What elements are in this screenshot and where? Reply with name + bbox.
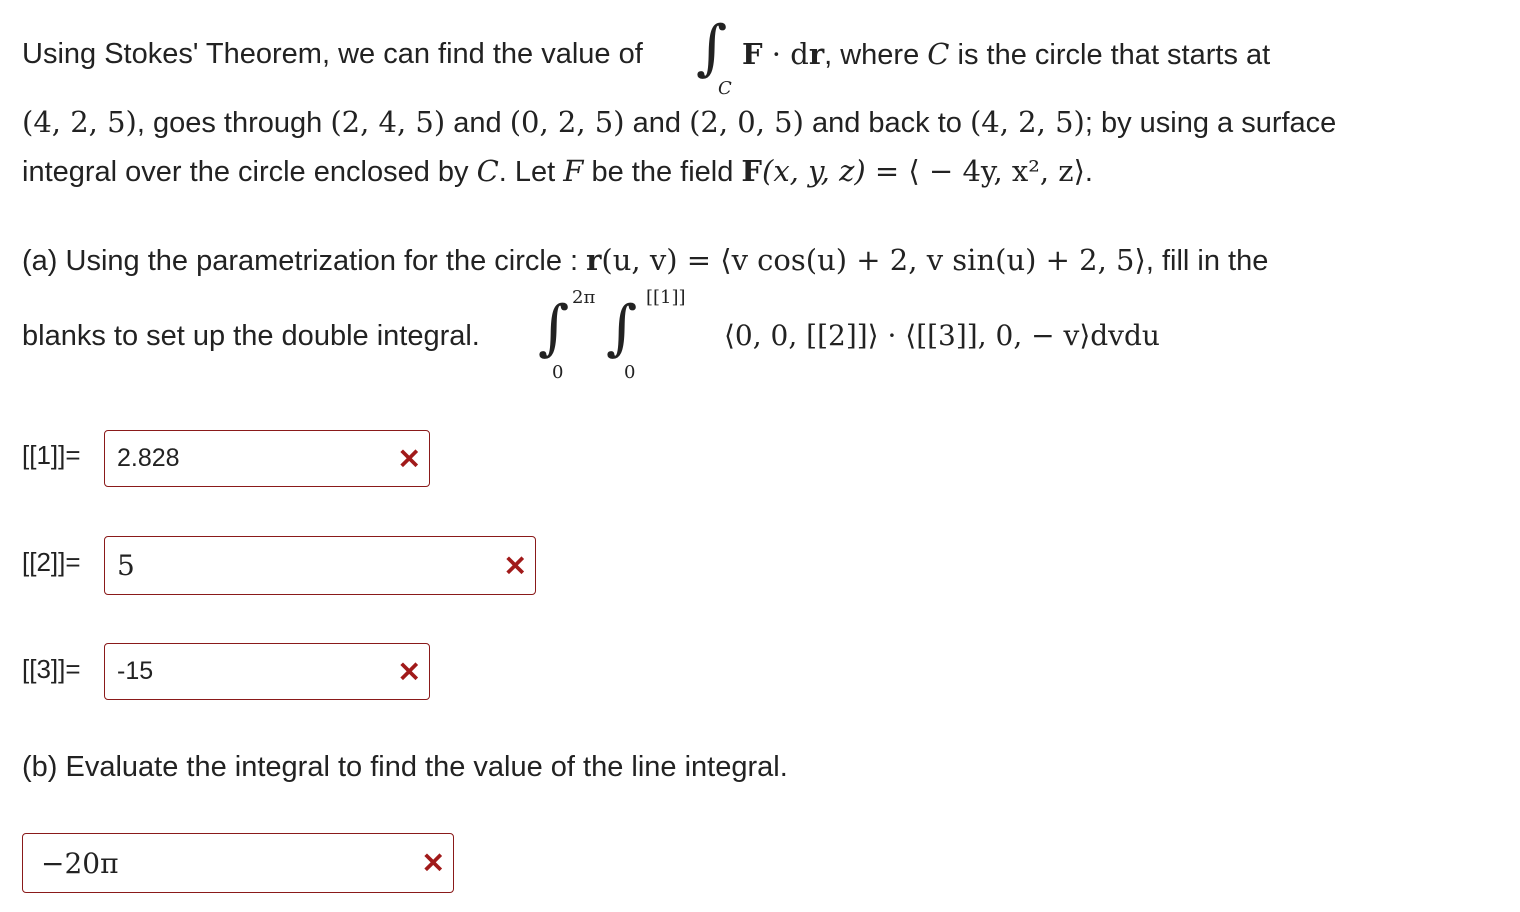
inner-lower-limit: 0 <box>624 362 636 383</box>
inner-integral-sign: ∫ <box>606 293 638 363</box>
incorrect-x-icon: ✕ <box>503 550 527 581</box>
outer-lower-limit: 0 <box>552 362 564 383</box>
question-line-1-cont: F · dr, where C is the circle that starts at <box>742 37 1271 71</box>
answer-3-value: -15 <box>117 657 154 685</box>
question-line-2: (4, 2, 5), goes through (2, 4, 5) and (0, 2, 5) and (2, 0, 5) and back to (4, 2, 5); by using a surface <box>22 105 1337 139</box>
answer-1-field[interactable] <box>104 430 430 487</box>
incorrect-x-icon: ✕ <box>421 847 445 879</box>
answer-3-field[interactable] <box>104 643 430 700</box>
part-b-value: −20π <box>41 846 119 880</box>
answer-1-value: 2.828 <box>117 444 180 472</box>
integral-subscript: C <box>718 78 732 99</box>
outer-integral-sign: ∫ <box>538 293 570 363</box>
outer-upper-limit: 2π <box>572 287 596 308</box>
part-a-line-2: blanks to set up the double integral. <box>22 320 480 352</box>
incorrect-x-icon: ✕ <box>397 443 421 474</box>
question-line-1 <box>22 36 643 72</box>
answer-1-label: [[1]]= <box>22 440 81 470</box>
answer-2-label: [[2]]= <box>22 547 81 577</box>
inner-upper-limit: [[1]] <box>646 287 686 308</box>
answer-2-value: 5 <box>117 549 135 582</box>
answer-3-label: [[3]]= <box>22 654 81 684</box>
integrand: ⟨0, 0, [[2]]⟩ · ⟨[[3]], 0, − v⟩dvdu <box>724 319 1160 352</box>
part-b-answer-field[interactable] <box>22 833 454 893</box>
line-integral-sign: ∫ <box>696 13 728 83</box>
part-a-line-1: (a) Using the parametrization for the circle : r(u, v) = ⟨v cos(u) + 2, v sin(u) + 2, 5⟩, fill in the <box>22 243 1269 277</box>
answer-2-field[interactable] <box>104 536 536 595</box>
incorrect-x-icon: ✕ <box>397 656 421 687</box>
question-text: Using Stokes' Theorem, we can find the value of <box>22 38 643 70</box>
part-b-question: (b) Evaluate the integral to find the value of the line integral. <box>22 751 788 783</box>
question-line-3: integral over the circle enclosed by C. Let F be the field F(x, y, z) = ⟨ − 4y, x², z⟩. <box>22 154 1093 188</box>
